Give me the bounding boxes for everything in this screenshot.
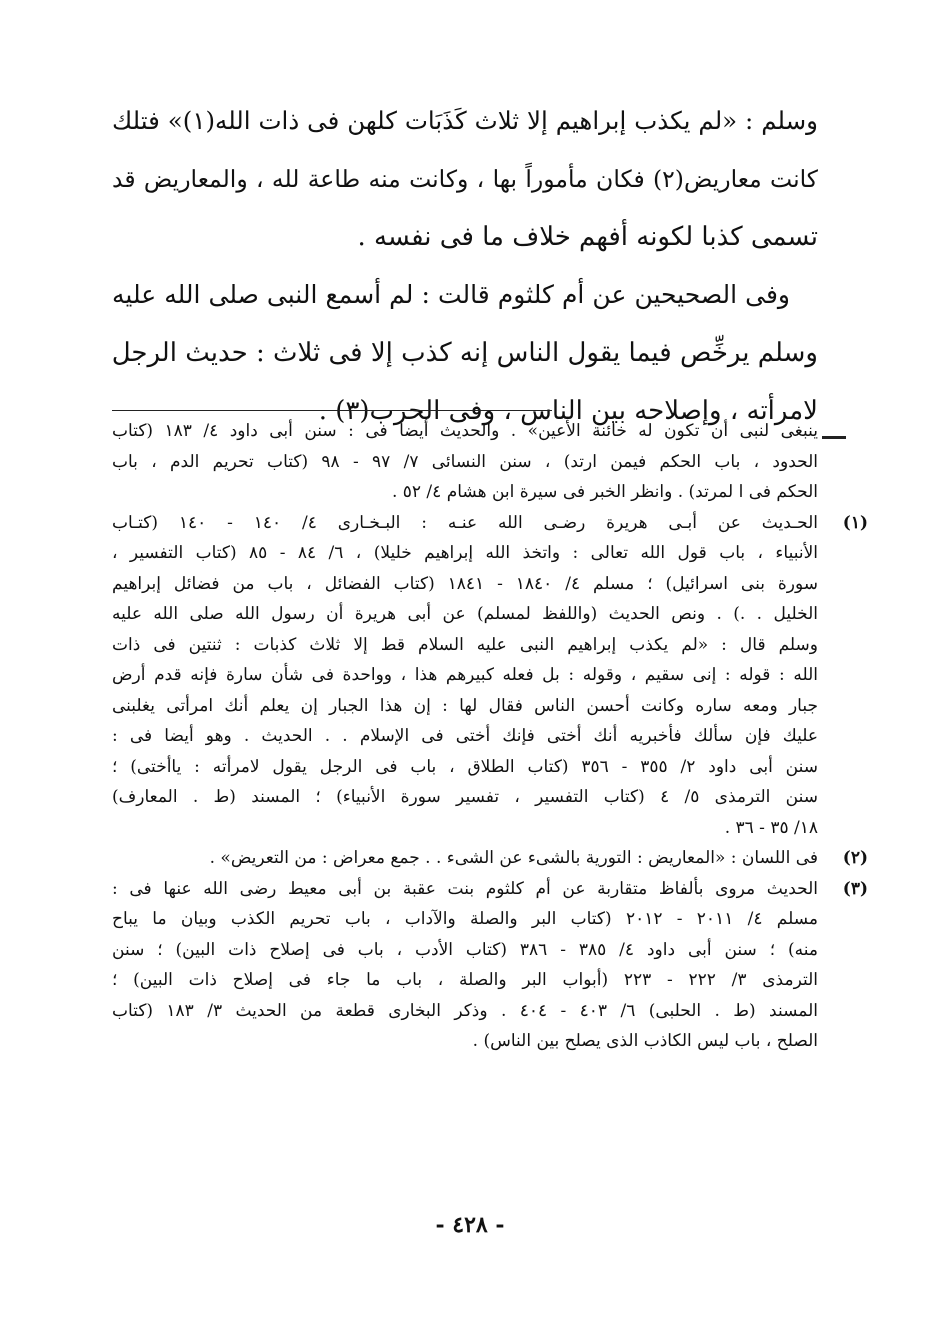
footnote-line: الحديث مروى بألفاظ متقاربة عن أم كلثوم بنت عقبة بن أبى معيط رضى الله عنها فى : [112, 878, 818, 899]
footnote-continuation [112, 416, 818, 508]
footnote-line: عليك فإن سألك فأخبريه أنك أختى فإنك أختى فى الإسلام . . الحديث . وهو أيضا فى : [112, 726, 818, 746]
footnote-1 [112, 508, 868, 844]
footnote-line: الخليل . .) . ونص الحديث (واللفظ لمسلم) عن أبى هريرة أن رسول الله صلى الله عليه [112, 604, 818, 624]
footnote-line: الحكم فى ا لمرتد) . وانظر الخبر فى سيرة ابن هشام ٤/ ٥٢ . [391, 482, 818, 502]
main-text-line: تسمى كذبا لكونه أفهم خلاف ما فى نفسه . [357, 222, 818, 252]
footnote-3 [112, 874, 868, 1057]
footnote-line: وسلم قال : «لم يكذب إبراهيم النبى عليه السلام قط إلا ثلاث كذبات : ثنتين فى ذات [112, 634, 818, 655]
footnote-line: مسلم ٤/ ٢٠١١ - ٢٠١٢ (كتاب البر والصلة والآداب ، باب تحريم الكذب وبيان ما يباح [112, 909, 818, 929]
margin-dash [822, 436, 846, 439]
main-text-line: لامرأته ، وإصلاحه بين الناس ، وفى الحرب(٣) . [318, 396, 818, 426]
main-text-line: كانت معاريض(٢) فكان مأموراً بها ، وكانت منه طاعة لله ، والمعاريض قد [112, 165, 818, 193]
footnote-line: الحدود ، باب الحكم فيمن ارتد) ، سنن النسائى ٧/ ٩٧ - ٩٨ (كتاب تحريم الدم ، باب [112, 451, 818, 472]
main-text [112, 92, 818, 440]
footnotes [112, 416, 868, 1057]
footnote-line: سورة بنى اسرائيل) ؛ مسلم ٤/ ١٨٤٠ - ١٨٤١ (كتاب الفضائل ، باب من فضائل إبراهيم [112, 573, 818, 594]
footnote-line: ١٨/ ٣٥ - ٣٦ . [724, 817, 818, 838]
page-number: - ٤٢٨ - [435, 1212, 505, 1238]
footnote-line: الصلح ، باب ليس الكاذب الذى يصلح بين الناس) . [472, 1031, 818, 1051]
footnote-line: الحـديث عن أبـى هريرة رضـى الله عنـه : البـخـارى ٤/ ١٤٠ - ١٤٠ (كتـاب [112, 512, 818, 533]
footnote-2 [112, 843, 868, 874]
footnote-separator [112, 410, 552, 411]
main-text-line: وسلم : «لم يكذب إبراهيم إلا ثلاث كَذَبَات كلهن فى ذات الله(١)» فتلك [112, 106, 818, 135]
footnote-line: ينبغى لنبى أن تكون له خائنة الأعين» . والحديث أيضا فى : سنن أبى داود ٤/ ١٨٣ (كتاب [112, 421, 818, 441]
footnote-number: (٢) [842, 848, 868, 868]
footnote-number: (٣) [842, 878, 868, 899]
footnote-line: الله : قوله : إنى سقيم ، وقوله : بل فعله كبيرهم هذا ، وواحدة فى شأن سارة فإنه قدم أرض [112, 665, 818, 685]
footnote-line: منه) ؛ سنن أبى داود ٤/ ٣٨٥ - ٣٨٦ (كتاب الأدب ، باب فى إصلاح ذات البين) ؛ سنن [112, 939, 818, 960]
footnote-number: (١) [842, 512, 868, 533]
footnote-line: الأنبياء ، باب قول الله تعالى : واتخذ الله إبراهيم خليلا) ، ٦/ ٨٤ - ٨٥ (كتاب التفسير ، [112, 543, 818, 563]
footnote-line: سنن الترمذى ٥/ ٤ (كتاب التفسير ، تفسير سورة الأنبياء) ؛ المسند (ط . المعارف) [112, 787, 818, 807]
footnote-line: سنن أبى داود ٢/ ٣٥٥ - ٣٥٦ (كتاب الطلاق ، باب فى الرجل يقول لامرأته : ياأختى) ؛ [112, 756, 818, 777]
footnote-line: فى اللسان : «المعاريض : التورية بالشىء عن الشىء . . جمع معراض : من التعريض» . [209, 848, 818, 868]
footnote-line: المسند (ط . الحلبى) ٦/ ٤٠٣ - ٤٠٤ . وذكر البخارى قطعة من الحديث ٣/ ١٨٣ (كتاب [112, 1000, 818, 1021]
main-text-line: وفى الصحيحين عن أم كلثوم قالت : لم أسمع النبى صلى الله عليه [112, 280, 790, 309]
footnote-line: الترمذى ٣/ ٢٢٢ - ٢٢٣ (أبواب البر والصلة ، باب ما جاء فى إصلاح ذات البين) ؛ [112, 970, 818, 990]
footnote-line: جبار ومعه ساره وكانت أحسن الناس فقال لها : إن هذا الجبار إن يعلم أنك امرأتى يغلبنى [112, 695, 818, 716]
main-text-line: وسلم يرخِّص فيما يقول الناس إنه كذب إلا فى ثلاث : حديث الرجل [112, 338, 818, 368]
